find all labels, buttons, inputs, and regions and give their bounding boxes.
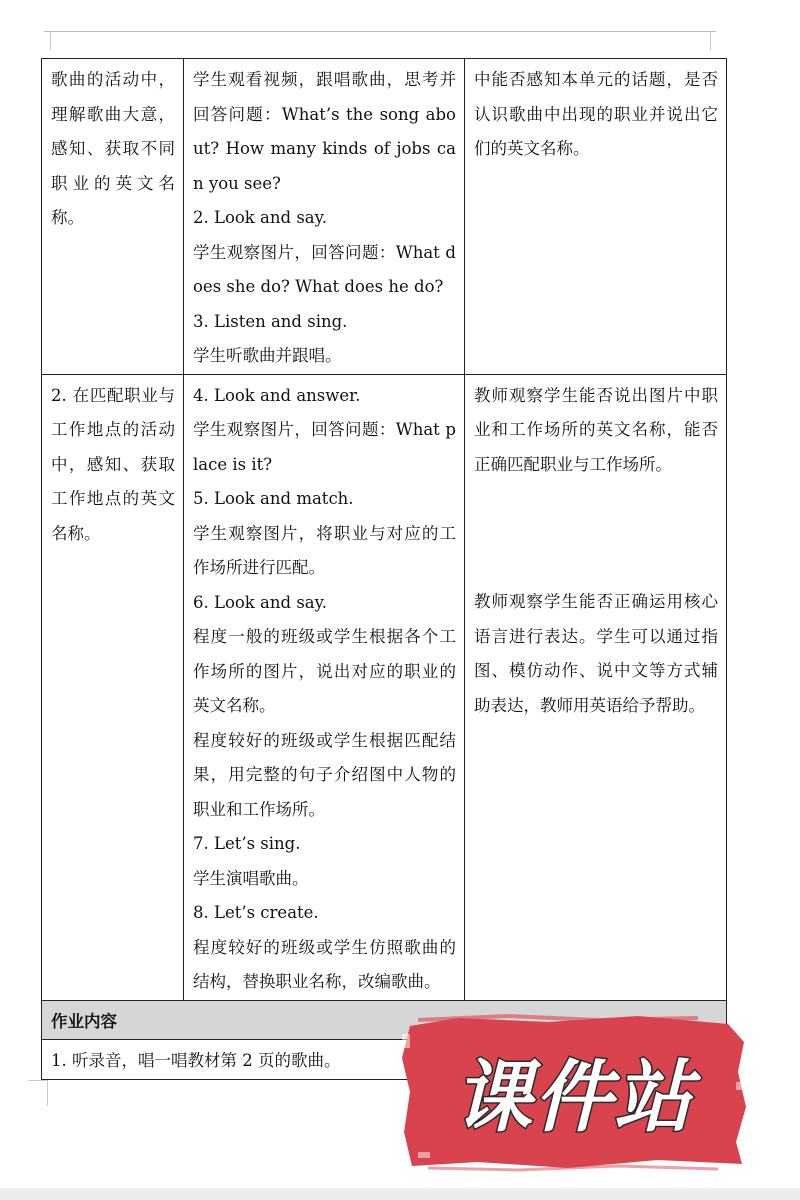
table-row (42, 374, 727, 1000)
assessment-text: 教师观察学生能否说出图片中职业和工作场所的英文名称，能否正确匹配职业与工作场所。 (474, 385, 718, 474)
objective-text: 歌曲的活动中，理解歌曲大意，感知、获取不同职业的英文名称。 (51, 70, 175, 227)
activities-cell (184, 374, 465, 1000)
crop-mark (28, 1080, 48, 1081)
activity-line: 学生观看视频，跟唱歌曲，思考并回答问题：What’s the song about? How many kinds of jobs can you see? (193, 70, 456, 193)
bottom-bar (0, 1188, 800, 1200)
activity-line: 5. Look and match. (193, 489, 354, 508)
page-top-border (44, 31, 716, 32)
activity-line: 程度一般的班级或学生根据各个工作场所的图片，说出对应的职业的英文名称。 (193, 627, 456, 715)
assessment-cell (465, 59, 727, 375)
activity-line: 7. Let’s sing. (193, 834, 301, 853)
activity-line: 程度较好的班级或学生根据匹配结果，用完整的句子介绍图中人物的职业和工作场所。 (193, 730, 456, 819)
activity-line: 学生演唱歌曲。 (193, 868, 309, 888)
crop-mark (710, 32, 711, 50)
activities-cell (184, 59, 465, 375)
activity-line: 学生听歌曲并跟唱。 (193, 346, 342, 365)
watermark-text: 课件站 (453, 1053, 695, 1143)
objective-cell (42, 374, 184, 1000)
activity-line: 学生观察图片，回答问题：What place is it? (193, 420, 456, 474)
activity-line: 6. Look and say. (193, 592, 328, 612)
lesson-plan-table (41, 58, 727, 1080)
crop-mark (50, 32, 51, 50)
activity-line: 2. Look and say. (193, 208, 328, 227)
homework-item: 1. 听录音，唱一唱教材第 2 页的歌曲。 (42, 1040, 727, 1080)
table-row (42, 59, 727, 375)
activity-line: 8. Let’s create. (193, 903, 319, 922)
assessment-text: 教师观察学生能否正确运用核心语言进行表达。学生可以通过指图、模仿动作、说中文等方式辅助表达，教师用英语给予帮助。 (474, 592, 718, 715)
objective-cell (42, 59, 184, 375)
homework-header: 作业内容 (42, 1000, 727, 1040)
objective-text: 2. 在匹配职业与工作地点的活动中，感知、获取工作地点的英文名称。 (51, 385, 175, 543)
watermark-logo (398, 1012, 750, 1172)
assessment-text: 中能否感知本单元的话题，是否认识歌曲中出现的职业并说出它们的英文名称。 (474, 70, 718, 158)
crop-mark (47, 1080, 48, 1106)
activity-line: 学生观察图片，回答问题：What does she do? What does he do? (193, 242, 456, 296)
activity-line: 4. Look and answer. (193, 385, 361, 405)
activity-line: 程度较好的班级或学生仿照歌曲的结构，替换职业名称，改编歌曲。 (193, 937, 456, 991)
assessment-cell (465, 374, 727, 1000)
activity-line: 学生观察图片，将职业与对应的工作场所进行匹配。 (193, 523, 456, 577)
activity-line: 3. Listen and sing. (193, 311, 348, 331)
